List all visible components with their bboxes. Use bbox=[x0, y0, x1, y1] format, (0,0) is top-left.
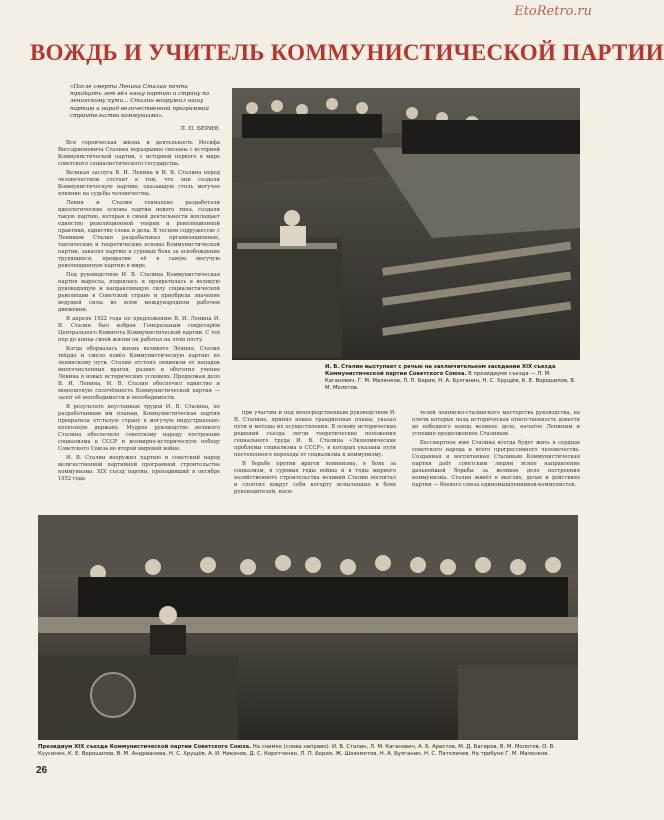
epigraph-author: Л. П. БЕРИЯ. bbox=[180, 126, 220, 132]
photo2-caption-lead: Президиум XIX съезда Коммунистической партии Советского Союза. bbox=[38, 744, 252, 750]
article-column-3 bbox=[412, 410, 580, 510]
col2-paragraph: В борьбе против врагов ленинизма, в боях за социализм, в суровых годы войны и в годы мирного хозяйственного строительства великий Сталин воспитал и сплотил вокруг себя когорту испытанных в боях руководителей, носи- bbox=[234, 461, 396, 495]
epigraph-quote: «После смерти Ленина Сталин почти тридцать лет вёл нашу партию и страну по ленинскому пути... Сталин вооружил нашу партию и народ величественной программой строительства коммунизма». bbox=[70, 84, 210, 119]
page-headline: ВОЖДЬ И УЧИТЕЛЬ КОММУНИСТИЧЕСКОЙ ПАРТИИ bbox=[30, 40, 664, 65]
col1-paragraph: И. В. Сталин вооружил партию и советский народ величественной партийной программой строительства коммунизма. XIX съезд партии, проходивший в октябре 1952 года bbox=[58, 455, 220, 482]
col3-paragraph: Бессмертное имя Сталина всегда будет жить в сердцах советского народа и всего прогрессивного человечества. Созданная и воспитанная Сталиным Коммунистическая партия даёт советским людям ясное направление дальнейшей борьбы за великое дело построения коммунизма. Сталин живёт в мыслях, делах и действиях партии — боевого союза единомышленников-коммунистов. bbox=[412, 440, 580, 488]
photo1-caption bbox=[325, 364, 580, 392]
col1-paragraph: Под руководством И. В. Сталина Коммунистическая партия выросла, поднялась и превратилась в великую руководящую и направляющую силу социалистической революции в Советской стране и приобрела значение ведущей силы во всем международном рабочем движении. bbox=[58, 272, 220, 313]
article-column-2 bbox=[234, 410, 396, 510]
photo1-caption-lead: И. В. Сталин выступает с речью на заключительном заседании XIX съезда Коммунистической партии Советского Союза. bbox=[325, 364, 556, 377]
photo1-caption-names: В президиуме съезда — Л. М. Каганович, Г. М. Маленков, Л. П. Берия, Н. А. Булганин, Н. С. Хрущёв, К. Е. Ворошилов, В. М. Молотов. bbox=[325, 371, 576, 391]
col3-paragraph: телей ленинско-сталинского мастерства руководства, на плечи которых пала историческая ответственность довести до победного конца великое дело, начатое Лениным и успешно продолженное Сталиным. bbox=[412, 410, 580, 437]
photo-stalin-speech-image bbox=[232, 88, 580, 360]
photo2-caption bbox=[38, 744, 578, 758]
col1-paragraph: В результате неустанных трудов И. В. Сталина, по разработанным им планам, Коммунистическая партия превратила отсталую страну в могучую индустриально-колхозную державу. Мудрое руководство великого Сталина обеспечило советскому народу построение социализма в СССР и всемирно-историческую победу Советского Союза во второй мировой войне. bbox=[58, 404, 220, 452]
photo2-caption-names: На снимке (слева направо): И. В. Сталин, Л. М. Каганович, А. Б. Аристов, М. Д. Багиров, В. М. Молотов, О. В. Куусинен, К. Е. Ворошилов, В. М. Андрианова, Н. С. Хрущёв, А. И. Никонов, Д. С. Коротченко, Л. П. Берия, Ж. Шаяхметов, Н. А. Булганин, Н. С. Патоличев. На трибуне Г. М. Маленков. bbox=[38, 744, 555, 757]
col1-paragraph: Ленин и Сталин гениально разработали идеологические основы партии нового типа, создали такую партию, которая в своей деятельности воплощает единство революционной теории и революционной практики, единство слова и дела. В тесном содружестве с Лениным Сталин разрабатывал организационные, тактические и теоретические основы Коммунистической партии, закалял партию в суровых боях за освобождение трудящихся, превратив её в самую могучую революционную партию в мире. bbox=[58, 200, 220, 269]
photo-presidium-image bbox=[38, 515, 578, 740]
col2-paragraph: при участии и под непосредственным руководством И. В. Сталина, принял новые грандиозные планы, указал пути и методы их осуществления. В основу исторических решений съезда легли теоретические положения гениального труда И. В. Сталина «Экономические проблемы социализма в СССР», в которых указаны пути постепенного перехода от социализма к коммунизму. bbox=[234, 410, 396, 458]
photo-presidium bbox=[38, 515, 578, 740]
page-number: 26 bbox=[36, 765, 48, 776]
col1-paragraph: Вся героическая жизнь и деятельность Иосифа Виссарионовича Сталина неразрывно связаны с историей Коммунистической партии, с историей первого в мире советского социалистического государства. bbox=[58, 140, 220, 167]
col1-paragraph: Великая заслуга В. И. Ленина и И. В. Сталина перед человечеством состоит в том, что они создали Коммунистическую партию, оказавшую столь могучее влияние на судьбы человечества. bbox=[58, 170, 220, 197]
col1-paragraph: В апреле 1922 года по предложению В. И. Ленина И. В. Сталин был избран Генеральным секретарём Центрального Комитета Коммунистической партии. С тех пор до конца своей жизни он работал на этом посту. bbox=[58, 316, 220, 343]
col1-paragraph: Когда оборвалась жизнь великого Ленина, Сталин твёрдо и смело повёл Коммунистическую партию по ленинскому пути. Сталин отстоял ленинизм от нападок многочисленных врагов, развил и обогатил учение Ленина в новых исторических условиях. Продолжая дело В. И. Ленина, И. В. Сталин обеспечил единство и монолитную сплочённость Коммунистической партии — залог её непобедимости и непобедимости. bbox=[58, 346, 220, 401]
article-column-1 bbox=[58, 140, 220, 510]
site-watermark: EtoRetro.ru bbox=[514, 4, 592, 19]
photo-stalin-speech bbox=[232, 88, 580, 360]
